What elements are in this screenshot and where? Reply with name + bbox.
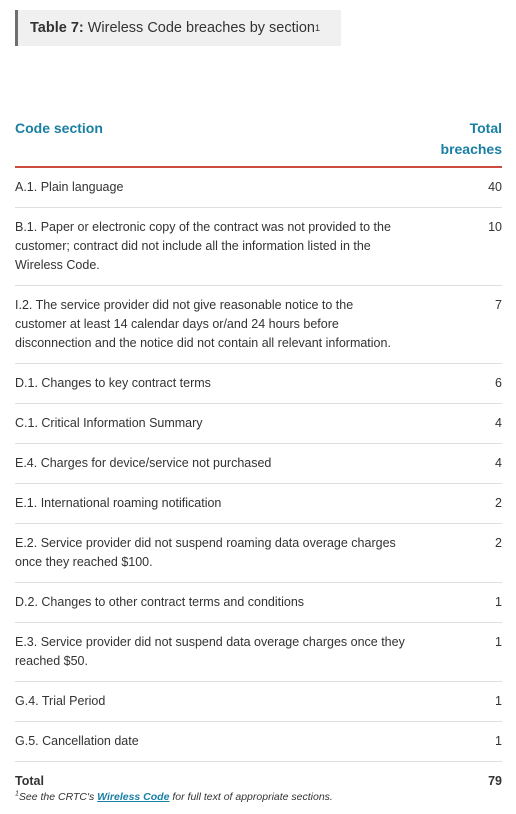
row-breach-count: 7 [415, 286, 502, 364]
table-caption: Table 7: Wireless Code breaches by section 1 [15, 10, 341, 46]
footnote-text-after: for full text of appropriate sections. [169, 791, 333, 803]
table-row [15, 722, 502, 762]
row-code-section: E.4. Charges for device/service not purchased [15, 444, 415, 484]
header-total-line2: breaches [440, 141, 502, 157]
table-row [15, 364, 502, 404]
row-code-section: D.1. Changes to key contract terms [15, 364, 415, 404]
row-code-section: C.1. Critical Information Summary [15, 404, 415, 444]
row-code-section: D.2. Changes to other contract terms and conditions [15, 583, 415, 623]
row-breach-count: 4 [415, 444, 502, 484]
row-code-section: E.1. International roaming notification [15, 484, 415, 524]
row-code-section: I.2. The service provider did not give reasonable notice to the customer at least 14 calendar days or/and 24 hours before disconnection and the notice did not contain all relevant information. [15, 286, 415, 364]
caption-label: Table 7: [30, 20, 84, 36]
row-code-section: E.3. Service provider did not suspend data overage charges once they reached $50. [15, 623, 415, 682]
table-row [15, 484, 502, 524]
table-row [15, 583, 502, 623]
table-row [15, 404, 502, 444]
table-row [15, 167, 502, 208]
row-breach-count: 10 [415, 208, 502, 286]
caption-title: Wireless Code breaches by section [87, 20, 315, 36]
row-breach-count: 1 [415, 682, 502, 722]
footnote-text-before: See the CRTC's [18, 791, 98, 803]
row-breach-count: 40 [415, 167, 502, 208]
row-breach-count: 2 [415, 524, 502, 583]
total-label: Total [15, 774, 44, 788]
breaches-table [15, 78, 502, 801]
row-breach-count: 6 [415, 364, 502, 404]
header-code-section: Code section [15, 78, 415, 167]
header-total-breaches [415, 78, 502, 167]
header-total-line1: Total [469, 120, 502, 136]
row-code-section: E.2. Service provider did not suspend roaming data overage charges once they reached $100. [15, 524, 415, 583]
table-row [15, 286, 502, 364]
table-row [15, 208, 502, 286]
table-header-row [15, 78, 502, 167]
row-breach-count: 1 [415, 722, 502, 762]
table-row [15, 524, 502, 583]
row-code-section: G.4. Trial Period [15, 682, 415, 722]
wireless-code-link[interactable]: Wireless Code [97, 791, 170, 803]
table-row [15, 623, 502, 682]
row-breach-count: 4 [415, 404, 502, 444]
table-row [15, 444, 502, 484]
row-breach-count: 2 [415, 484, 502, 524]
table-row [15, 682, 502, 722]
footnote-mark: 1 [15, 790, 19, 798]
total-value: 79 [488, 774, 502, 788]
row-code-section: G.5. Cancellation date [15, 722, 415, 762]
row-breach-count: 1 [415, 623, 502, 682]
footnote [15, 791, 333, 803]
row-breach-count: 1 [415, 583, 502, 623]
row-code-section: A.1. Plain language [15, 167, 415, 208]
row-code-section: B.1. Paper or electronic copy of the contract was not provided to the customer; contract did not include all the information listed in the Wireless Code. [15, 208, 415, 286]
